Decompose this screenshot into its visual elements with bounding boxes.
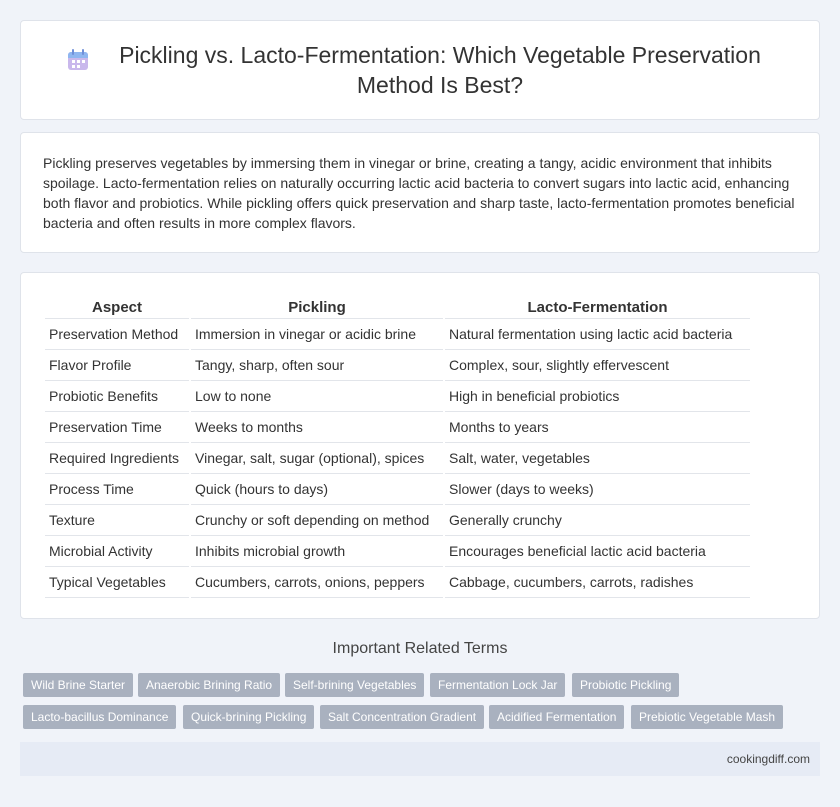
- table-cell: Generally crunchy: [445, 505, 750, 536]
- header-aspect: Aspect: [45, 297, 189, 319]
- header-lacto-fermentation: Lacto-Fermentation: [445, 297, 750, 319]
- page-title-line2: Method Is Best?: [356, 72, 524, 98]
- tag-probiotic-pickling[interactable]: Probiotic Pickling: [572, 673, 679, 697]
- page-title-line1: Pickling vs. Lacto-Fermentation: Which Vegetable Preservation: [119, 42, 761, 68]
- table-cell: Weeks to months: [191, 412, 443, 443]
- table-row: [45, 443, 750, 474]
- table-row: [45, 350, 750, 381]
- title-card: [20, 20, 820, 120]
- tag-acidified-fermentation[interactable]: Acidified Fermentation: [489, 705, 624, 729]
- page-title: [79, 40, 761, 100]
- table-cell: Tangy, sharp, often sour: [191, 350, 443, 381]
- table-header-row: [45, 297, 750, 319]
- table-row: [45, 412, 750, 443]
- table-cell: High in beneficial probiotics: [445, 381, 750, 412]
- table-cell: Probiotic Benefits: [45, 381, 189, 412]
- header-pickling: Pickling: [191, 297, 443, 319]
- table-row: [45, 474, 750, 505]
- table-row: [45, 505, 750, 536]
- tag-prebiotic-vegetable-mash[interactable]: Prebiotic Vegetable Mash: [631, 705, 783, 729]
- table-cell: Cucumbers, carrots, onions, peppers: [191, 567, 443, 598]
- table-cell: Texture: [45, 505, 189, 536]
- tag-lacto-bacillus-dominance[interactable]: Lacto-bacillus Dominance: [23, 705, 176, 729]
- table-cell: Microbial Activity: [45, 536, 189, 567]
- table-cell: Preservation Time: [45, 412, 189, 443]
- table-row: [45, 567, 750, 598]
- table-cell: Cabbage, cucumbers, carrots, radishes: [445, 567, 750, 598]
- tag-anaerobic-brining-ratio[interactable]: Anaerobic Brining Ratio: [138, 673, 280, 697]
- comparison-card: [20, 272, 820, 619]
- table-cell: Flavor Profile: [45, 350, 189, 381]
- table-cell: Salt, water, vegetables: [445, 443, 750, 474]
- table-row: [45, 319, 750, 350]
- related-terms-title: Important Related Terms: [332, 640, 508, 657]
- table-cell: Quick (hours to days): [191, 474, 443, 505]
- table-cell: Required Ingredients: [45, 443, 189, 474]
- table-cell: Typical Vegetables: [45, 567, 189, 598]
- table-row: [45, 381, 750, 412]
- table-cell: Process Time: [45, 474, 189, 505]
- table-cell: Low to none: [191, 381, 443, 412]
- table-cell: Natural fermentation using lactic acid bacteria: [445, 319, 750, 350]
- intro-card: [20, 132, 820, 253]
- table-cell: Months to years: [445, 412, 750, 443]
- table-cell: Slower (days to weeks): [445, 474, 750, 505]
- table-row: [45, 536, 750, 567]
- table-cell: Crunchy or soft depending on method: [191, 505, 443, 536]
- tag-wild-brine-starter[interactable]: Wild Brine Starter: [23, 673, 133, 697]
- table-cell: Inhibits microbial growth: [191, 536, 443, 567]
- tag-self-brining-vegetables[interactable]: Self-brining Vegetables: [285, 673, 424, 697]
- table-cell: Vinegar, salt, sugar (optional), spices: [191, 443, 443, 474]
- table-cell: Encourages beneficial lactic acid bacteria: [445, 536, 750, 567]
- tag-quick-brining-pickling[interactable]: Quick-brining Pickling: [183, 705, 314, 729]
- comparison-table: [43, 297, 752, 598]
- table-cell: Preservation Method: [45, 319, 189, 350]
- tag-fermentation-lock-jar[interactable]: Fermentation Lock Jar: [430, 673, 565, 697]
- footer-bar: [20, 742, 820, 776]
- table-cell: Immersion in vinegar or acidic brine: [191, 319, 443, 350]
- footer-site-link[interactable]: cookingdiff.com: [726, 752, 810, 766]
- table-cell: Complex, sour, slightly effervescent: [445, 350, 750, 381]
- tag-salt-concentration-gradient[interactable]: Salt Concentration Gradient: [320, 705, 484, 729]
- intro-paragraph: Pickling preserves vegetables by immersing them in vinegar or brine, creating a tangy, acidic environment that inhibits spoilage. Lacto-fermentation relies on naturally occurring lactic acid bacteria to convert sugars into lactic acid, enhancing both flavor and probiotics. While pickling offers quick preservation and sharp taste, lacto-fermentation promotes beneficial bacteria and often results in more complex flavors.: [43, 155, 795, 231]
